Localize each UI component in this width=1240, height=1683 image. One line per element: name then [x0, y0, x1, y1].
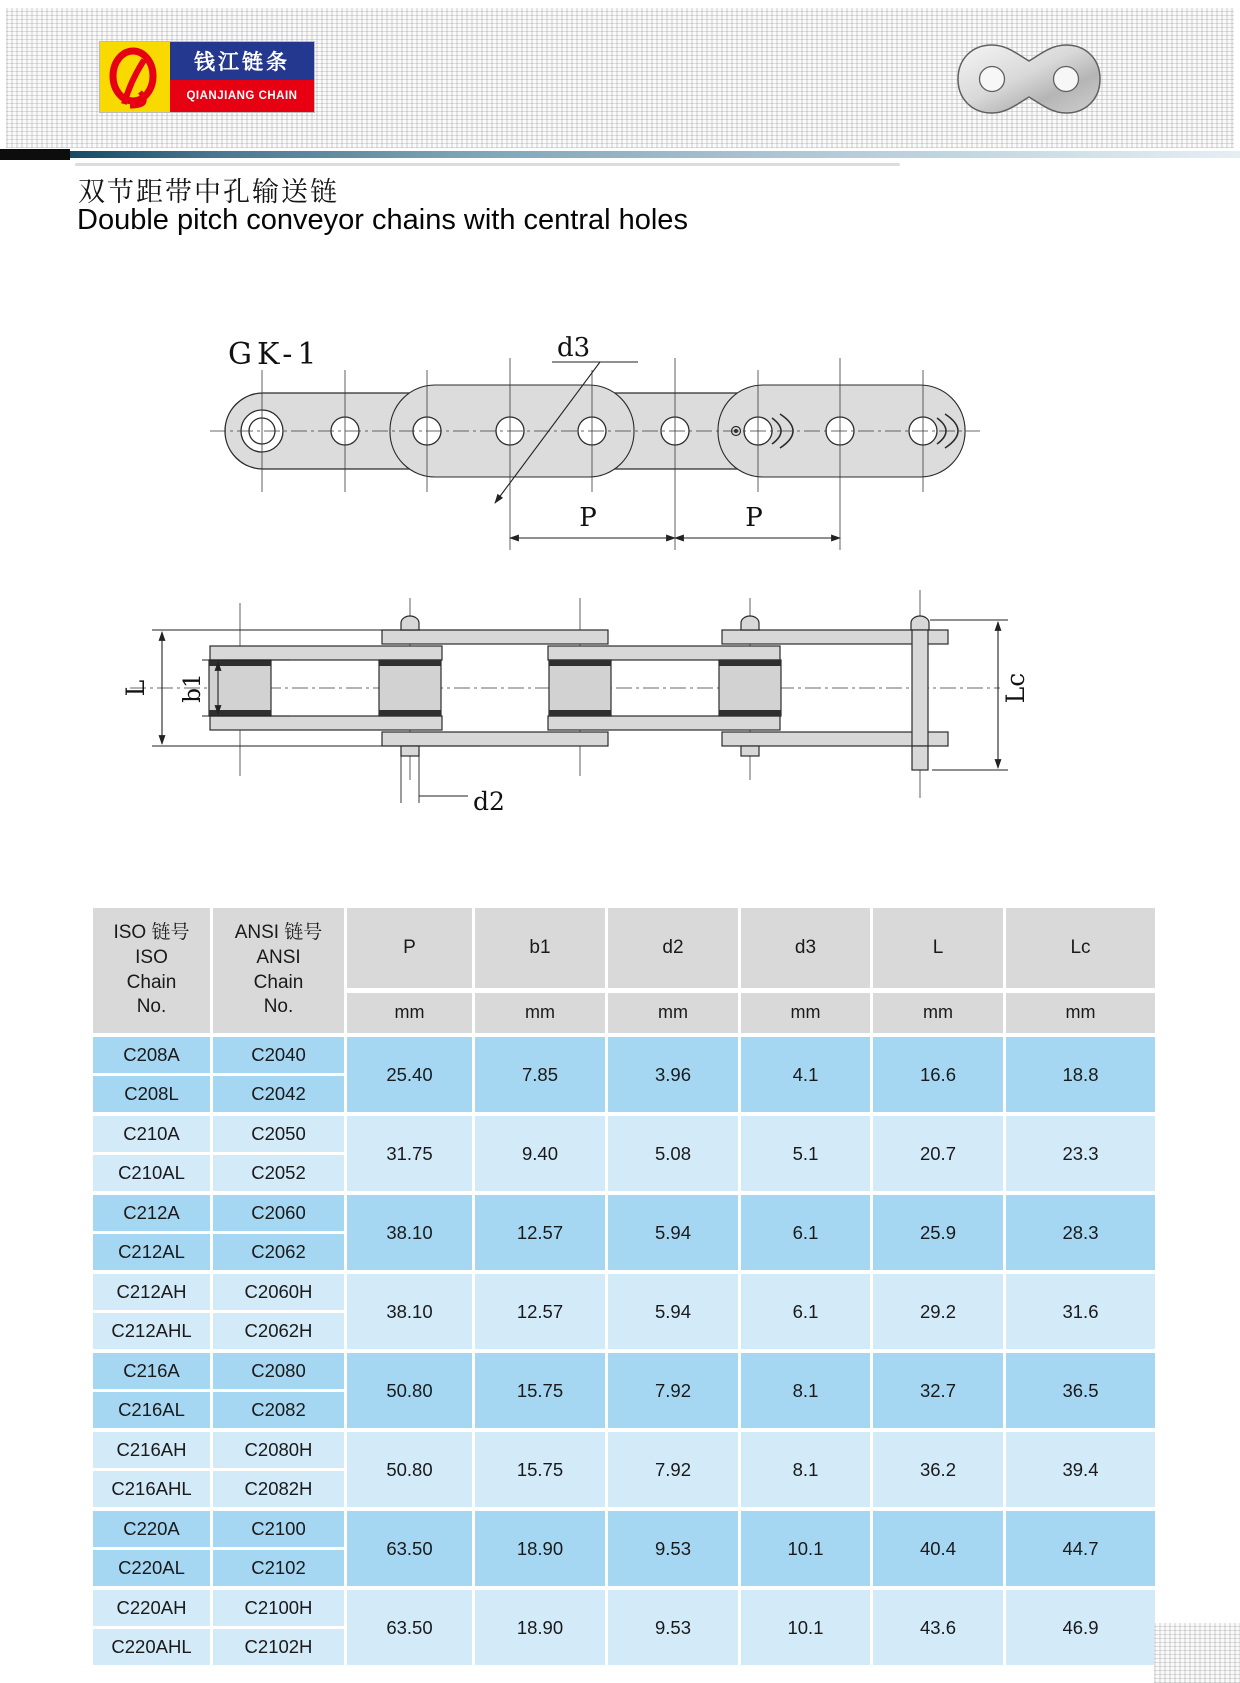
table-row: [92, 1114, 1157, 1154]
table-group: [92, 1588, 1157, 1667]
iso-no: C212A: [92, 1193, 212, 1233]
val-P: 31.75: [346, 1114, 474, 1193]
val-d3: 8.1: [740, 1351, 872, 1430]
val-L: 36.2: [872, 1430, 1005, 1509]
val-Lc: 39.4: [1005, 1430, 1157, 1509]
dim-label-d2: d2: [473, 787, 505, 816]
val-b1: 18.90: [474, 1588, 607, 1667]
ansi-no: C2102: [212, 1549, 346, 1589]
iso-header-line2: ISO: [135, 946, 168, 968]
ansi-no: C2082: [212, 1391, 346, 1431]
val-d3: 10.1: [740, 1588, 872, 1667]
dim-label-L: L: [121, 679, 150, 697]
ansi-no: C2042: [212, 1075, 346, 1115]
dim-label-d3: d3: [557, 333, 591, 363]
val-Lc: 36.5: [1005, 1351, 1157, 1430]
brand-logo: [100, 42, 314, 112]
iso-no: C208L: [92, 1075, 212, 1115]
col-header-d3: d3: [740, 907, 872, 991]
ansi-no: C2080H: [212, 1430, 346, 1470]
ansi-header-line4: No.: [263, 996, 294, 1018]
ansi-header-line2: ANSI: [256, 946, 301, 968]
val-d3: 8.1: [740, 1430, 872, 1509]
val-d3: 4.1: [740, 1035, 872, 1114]
ansi-no: C2100: [212, 1509, 346, 1549]
val-d3: 6.1: [740, 1193, 872, 1272]
val-b1: 12.57: [474, 1272, 607, 1351]
val-d2: 7.92: [607, 1430, 740, 1509]
table-row: [92, 1509, 1157, 1549]
table-group: [92, 1193, 1157, 1272]
ansi-no: C2050: [212, 1114, 346, 1154]
col-header-Lc: Lc: [1005, 907, 1157, 991]
col-header-iso: [92, 907, 212, 1036]
unit-cell: mm: [607, 991, 740, 1036]
page-title-zh: 双节距带中孔输送链: [78, 177, 339, 208]
table-group: [92, 1351, 1157, 1430]
val-d3: 5.1: [740, 1114, 872, 1193]
iso-header-zh: ISO 链号: [113, 922, 190, 944]
col-header-b1: b1: [474, 907, 607, 991]
ansi-no: C2060H: [212, 1272, 346, 1312]
iso-no: C220AHL: [92, 1628, 212, 1667]
val-P: 25.40: [346, 1035, 474, 1114]
unit-cell: mm: [474, 991, 607, 1036]
iso-no: C212AL: [92, 1233, 212, 1273]
val-d2: 7.92: [607, 1351, 740, 1430]
ansi-no: C2060: [212, 1193, 346, 1233]
val-Lc: 23.3: [1005, 1114, 1157, 1193]
val-L: 43.6: [872, 1588, 1005, 1667]
iso-no: C220A: [92, 1509, 212, 1549]
val-d3: 6.1: [740, 1272, 872, 1351]
unit-cell: mm: [872, 991, 1005, 1036]
ansi-header-zh: ANSI 链号: [234, 922, 323, 944]
iso-no: C216AL: [92, 1391, 212, 1431]
val-d2: 3.96: [607, 1035, 740, 1114]
table-row: [92, 1430, 1157, 1470]
unit-cell: mm: [346, 991, 474, 1036]
dim-label-Lc: Lc: [1001, 672, 1030, 704]
val-d2: 9.53: [607, 1509, 740, 1588]
val-b1: 12.57: [474, 1193, 607, 1272]
iso-no: C212AH: [92, 1272, 212, 1312]
table-group: [92, 1035, 1157, 1114]
val-b1: 7.85: [474, 1035, 607, 1114]
iso-no: C216AH: [92, 1430, 212, 1470]
brand-name-zh: 钱江链条: [170, 42, 314, 80]
iso-no: C216A: [92, 1351, 212, 1391]
top-blue-gradient-bar: [70, 151, 1240, 158]
val-d3: 10.1: [740, 1509, 872, 1588]
col-header-P: P: [346, 907, 474, 991]
iso-header-line4: No.: [136, 996, 167, 1018]
iso-no: C210AL: [92, 1154, 212, 1194]
val-L: 32.7: [872, 1351, 1005, 1430]
val-P: 50.80: [346, 1430, 474, 1509]
chain-plate-image: [953, 38, 1105, 125]
dim-label-p2: P: [745, 503, 763, 533]
unit-cell: mm: [740, 991, 872, 1036]
ansi-no: C2062H: [212, 1312, 346, 1352]
val-b1: 9.40: [474, 1114, 607, 1193]
ansi-no: C2062: [212, 1233, 346, 1273]
iso-no: C212AHL: [92, 1312, 212, 1352]
table-row: [92, 1351, 1157, 1391]
val-Lc: 28.3: [1005, 1193, 1157, 1272]
ansi-no: C2052: [212, 1154, 346, 1194]
spec-table: [90, 905, 1158, 1668]
table-group: [92, 1509, 1157, 1588]
dim-label-b1: b1: [180, 673, 206, 703]
table-row: [92, 1193, 1157, 1233]
dim-label-p1: P: [579, 503, 597, 533]
val-L: 20.7: [872, 1114, 1005, 1193]
top-black-bar: [0, 149, 70, 160]
col-header-ansi: [212, 907, 346, 1036]
val-P: 63.50: [346, 1509, 474, 1588]
iso-no: C210A: [92, 1114, 212, 1154]
table-row: [92, 1035, 1157, 1075]
val-L: 29.2: [872, 1272, 1005, 1351]
val-L: 16.6: [872, 1035, 1005, 1114]
table-group: [92, 1114, 1157, 1193]
iso-header-line3: Chain: [126, 971, 177, 993]
val-b1: 15.75: [474, 1351, 607, 1430]
val-Lc: 46.9: [1005, 1588, 1157, 1667]
iso-no: C208A: [92, 1035, 212, 1075]
ansi-no: C2100H: [212, 1588, 346, 1628]
val-d2: 9.53: [607, 1588, 740, 1667]
val-P: 38.10: [346, 1193, 474, 1272]
col-header-d2: d2: [607, 907, 740, 991]
val-d2: 5.94: [607, 1193, 740, 1272]
page-title-en: Double pitch conveyor chains with central holes: [77, 204, 688, 236]
val-d2: 5.94: [607, 1272, 740, 1351]
spec-table-header: [92, 907, 1157, 1036]
technical-drawing: [60, 298, 1060, 833]
iso-no: C220AH: [92, 1588, 212, 1628]
title-divider-line: [75, 163, 900, 166]
iso-no: C220AL: [92, 1549, 212, 1589]
val-Lc: 31.6: [1005, 1272, 1157, 1351]
val-Lc: 44.7: [1005, 1509, 1157, 1588]
table-group: [92, 1430, 1157, 1509]
val-b1: 18.90: [474, 1509, 607, 1588]
val-Lc: 18.8: [1005, 1035, 1157, 1114]
ansi-no: C2102H: [212, 1628, 346, 1667]
iso-no: C216AHL: [92, 1470, 212, 1510]
col-header-L: L: [872, 907, 1005, 991]
ansi-no: C2082H: [212, 1470, 346, 1510]
model-label: GK-1: [228, 337, 322, 372]
val-L: 40.4: [872, 1509, 1005, 1588]
val-L: 25.9: [872, 1193, 1005, 1272]
val-d2: 5.08: [607, 1114, 740, 1193]
corner-texture-patch: [1154, 1623, 1240, 1683]
ansi-no: C2040: [212, 1035, 346, 1075]
brand-name-en: QIANJIANG CHAIN: [170, 80, 314, 112]
unit-cell: mm: [1005, 991, 1157, 1036]
table-row: [92, 1588, 1157, 1628]
ansi-header-line3: Chain: [253, 971, 304, 993]
table-group: [92, 1272, 1157, 1351]
val-P: 38.10: [346, 1272, 474, 1351]
val-b1: 15.75: [474, 1430, 607, 1509]
logo-monogram-icon: [100, 42, 170, 112]
ansi-no: C2080: [212, 1351, 346, 1391]
val-P: 63.50: [346, 1588, 474, 1667]
table-row: [92, 1272, 1157, 1312]
val-P: 50.80: [346, 1351, 474, 1430]
